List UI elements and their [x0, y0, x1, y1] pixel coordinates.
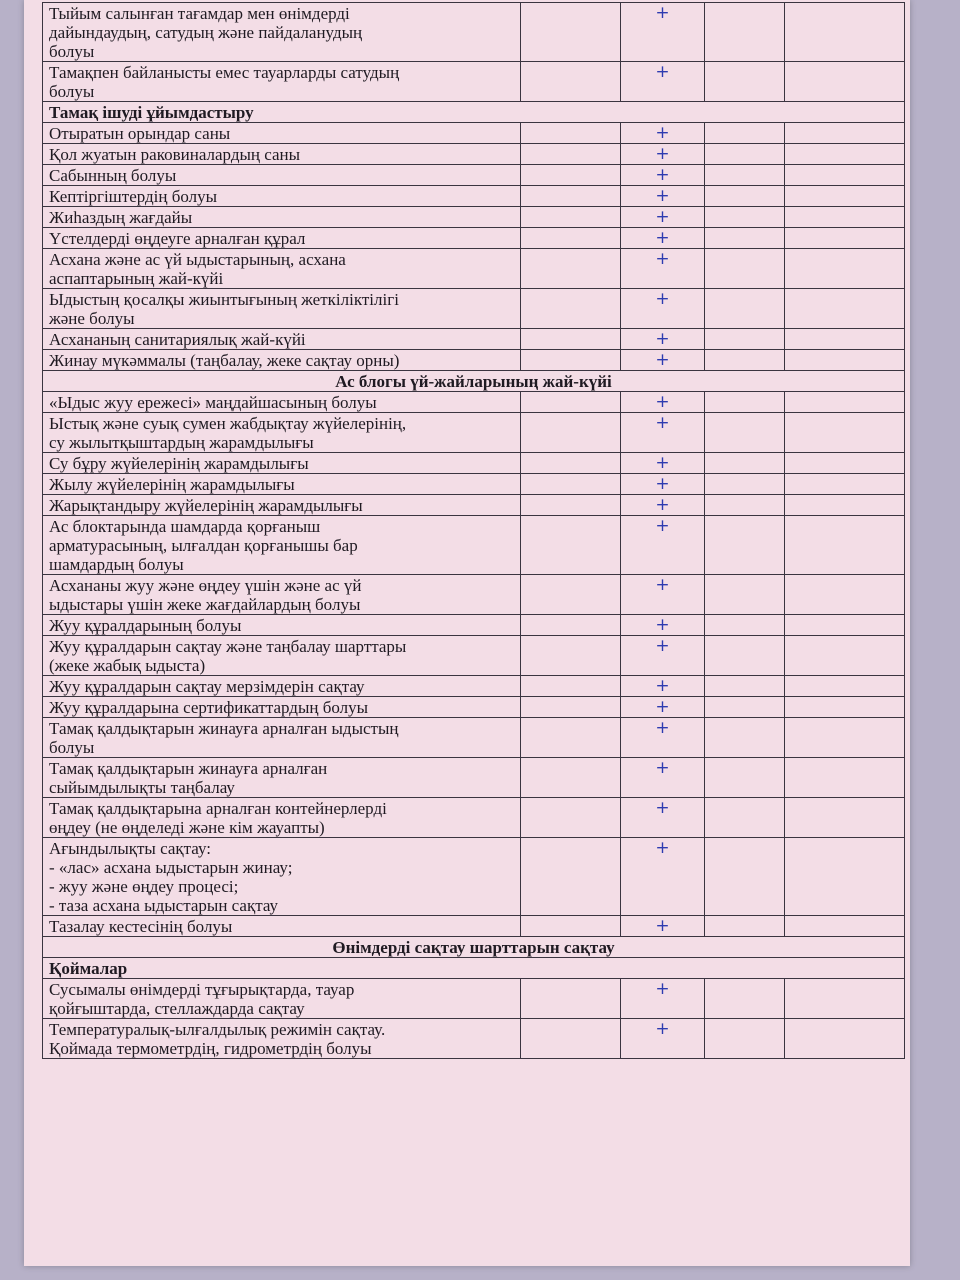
blank-cell [705, 207, 785, 228]
blank-cell [705, 615, 785, 636]
checklist-row [43, 392, 905, 413]
handwritten-check-mark: + [621, 186, 705, 207]
checklist-row [43, 123, 905, 144]
handwritten-check-mark: + [621, 979, 705, 1019]
blank-cell [521, 916, 621, 937]
subsection-title: Қоймалар [43, 958, 905, 979]
section-header-row [43, 937, 905, 958]
blank-cell [785, 516, 905, 575]
checklist-row [43, 516, 905, 575]
blank-cell [705, 676, 785, 697]
blank-cell [521, 676, 621, 697]
criterion-text: Жинау мүкәммалы (таңбалау, жеке сақтау орны) [43, 350, 521, 371]
blank-cell [521, 798, 621, 838]
checklist-row [43, 228, 905, 249]
blank-cell [521, 186, 621, 207]
blank-cell [785, 453, 905, 474]
checklist-row [43, 453, 905, 474]
blank-cell [521, 838, 621, 916]
handwritten-check-mark: + [621, 392, 705, 413]
handwritten-check-mark: + [621, 123, 705, 144]
checklist-row [43, 474, 905, 495]
handwritten-check-mark: + [621, 676, 705, 697]
blank-cell [785, 575, 905, 615]
handwritten-check-mark: + [621, 228, 705, 249]
checklist-row [43, 249, 905, 289]
blank-cell [521, 392, 621, 413]
criterion-text: Жуу құралдарын сақтау және таңбалау шарттары (жеке жабық ыдыста) [43, 636, 521, 676]
checklist-row [43, 165, 905, 186]
criterion-text: Сабынның болуы [43, 165, 521, 186]
criterion-text: Су бұру жүйелерінің жарамдылығы [43, 453, 521, 474]
blank-cell [705, 350, 785, 371]
blank-cell [521, 575, 621, 615]
handwritten-check-mark: + [621, 636, 705, 676]
criterion-text: Тамақ қалдықтарын жинауға арналған сыйымдылықты таңбалау [43, 758, 521, 798]
criterion-text: Тамақ қалдықтарына арналған контейнерлерді өңдеу (не өңделеді және кім жауапты) [43, 798, 521, 838]
blank-cell [521, 413, 621, 453]
checklist-row [43, 798, 905, 838]
criterion-text: Тыйым салынған тағамдар мен өнімдерді дайындаудың, сатудың және пайдаланудың болуы [43, 3, 521, 62]
blank-cell [521, 615, 621, 636]
blank-cell [521, 979, 621, 1019]
handwritten-check-mark: + [621, 474, 705, 495]
handwritten-check-mark: + [621, 697, 705, 718]
blank-cell [785, 249, 905, 289]
blank-cell [785, 289, 905, 329]
blank-cell [705, 228, 785, 249]
blank-cell [705, 289, 785, 329]
criterion-text: Отыратын орындар саны [43, 123, 521, 144]
section-header-row [43, 371, 905, 392]
blank-cell [705, 474, 785, 495]
checklist-row [43, 289, 905, 329]
blank-cell [705, 123, 785, 144]
blank-cell [785, 62, 905, 102]
blank-cell [705, 249, 785, 289]
blank-cell [785, 495, 905, 516]
criterion-text: Кептіргіштердің болуы [43, 186, 521, 207]
blank-cell [705, 1019, 785, 1059]
criterion-text: Ағындылықты сақтау: - «лас» асхана ыдыстарын жинау; - жуу және өңдеу процесі; - таза асхана ыдыстарын сақтау [43, 838, 521, 916]
criterion-text: Жылу жүйелерінің жарамдылығы [43, 474, 521, 495]
criterion-text: Жиһаздың жағдайы [43, 207, 521, 228]
handwritten-check-mark: + [621, 718, 705, 758]
handwritten-check-mark: + [621, 453, 705, 474]
blank-cell [785, 474, 905, 495]
blank-cell [705, 413, 785, 453]
checklist-row [43, 615, 905, 636]
blank-cell [785, 636, 905, 676]
checklist-row [43, 916, 905, 937]
blank-cell [785, 718, 905, 758]
blank-cell [705, 144, 785, 165]
subsection-title: Тамақ ішуді ұйымдастыру [43, 102, 905, 123]
blank-cell [521, 329, 621, 350]
checklist-row [43, 676, 905, 697]
checklist-row [43, 718, 905, 758]
checklist-row [43, 1019, 905, 1059]
checklist-page [24, 0, 910, 1266]
checklist-row [43, 186, 905, 207]
handwritten-check-mark: + [621, 289, 705, 329]
handwritten-check-mark: + [621, 916, 705, 937]
checklist-row [43, 329, 905, 350]
blank-cell [785, 207, 905, 228]
blank-cell [705, 697, 785, 718]
subsection-header-row [43, 102, 905, 123]
checklist-table [42, 2, 905, 1059]
blank-cell [785, 916, 905, 937]
blank-cell [521, 3, 621, 62]
blank-cell [705, 62, 785, 102]
criterion-text: Үстелдерді өңдеуге арналған құрал [43, 228, 521, 249]
blank-cell [785, 392, 905, 413]
blank-cell [705, 186, 785, 207]
checklist-row [43, 62, 905, 102]
criterion-text: Ас блоктарында шамдарда қорғаныш арматурасының, ылғалдан қорғанышы бар шамдардың болуы [43, 516, 521, 575]
section-title: Өнімдерді сақтау шарттарын сақтау [43, 937, 905, 958]
blank-cell [705, 329, 785, 350]
blank-cell [785, 979, 905, 1019]
criterion-text: Температуралық-ылғалдылық режимін сақтау. Қоймада термометрдің, гидрометрдің болуы [43, 1019, 521, 1059]
handwritten-check-mark: + [621, 413, 705, 453]
blank-cell [705, 575, 785, 615]
blank-cell [705, 495, 785, 516]
handwritten-check-mark: + [621, 1019, 705, 1059]
blank-cell [521, 636, 621, 676]
criterion-text: Тамақ қалдықтарын жинауға арналған ыдыстың болуы [43, 718, 521, 758]
blank-cell [785, 186, 905, 207]
checklist-row [43, 575, 905, 615]
blank-cell [785, 165, 905, 186]
blank-cell [521, 350, 621, 371]
criterion-text: Жарықтандыру жүйелерінің жарамдылығы [43, 495, 521, 516]
blank-cell [785, 676, 905, 697]
blank-cell [705, 916, 785, 937]
handwritten-check-mark: + [621, 329, 705, 350]
blank-cell [521, 697, 621, 718]
blank-cell [705, 979, 785, 1019]
checklist-row [43, 636, 905, 676]
subsection-header-row [43, 958, 905, 979]
handwritten-check-mark: + [621, 62, 705, 102]
criterion-text: Жуу құралдарының болуы [43, 615, 521, 636]
handwritten-check-mark: + [621, 758, 705, 798]
blank-cell [521, 165, 621, 186]
criterion-text: Асхананы жуу және өңдеу үшін және ас үй ыдыстары үшін жеке жағдайлардың болуы [43, 575, 521, 615]
blank-cell [705, 3, 785, 62]
blank-cell [705, 718, 785, 758]
blank-cell [521, 516, 621, 575]
blank-cell [521, 249, 621, 289]
checklist-row [43, 838, 905, 916]
criterion-text: Жуу құралдарына сертификаттардың болуы [43, 697, 521, 718]
handwritten-check-mark: + [621, 516, 705, 575]
blank-cell [705, 798, 785, 838]
blank-cell [521, 453, 621, 474]
criterion-text: Қол жуатын раковиналардың саны [43, 144, 521, 165]
blank-cell [785, 144, 905, 165]
handwritten-check-mark: + [621, 838, 705, 916]
criterion-text: Ыдыстың қосалқы жиынтығының жеткіліктілігі және болуы [43, 289, 521, 329]
handwritten-check-mark: + [621, 798, 705, 838]
checklist-row [43, 758, 905, 798]
criterion-text: Асхананың санитариялық жай-күйі [43, 329, 521, 350]
blank-cell [521, 207, 621, 228]
criterion-text: Тазалау кестесінің болуы [43, 916, 521, 937]
checklist-row [43, 207, 905, 228]
checklist-row [43, 979, 905, 1019]
blank-cell [785, 615, 905, 636]
blank-cell [521, 123, 621, 144]
checklist-row [43, 350, 905, 371]
blank-cell [521, 1019, 621, 1059]
handwritten-check-mark: + [621, 249, 705, 289]
blank-cell [705, 516, 785, 575]
blank-cell [785, 350, 905, 371]
blank-cell [785, 123, 905, 144]
blank-cell [785, 697, 905, 718]
checklist-body [43, 3, 905, 1059]
handwritten-check-mark: + [621, 3, 705, 62]
checklist-row [43, 144, 905, 165]
criterion-text: «Ыдыс жуу ережесі» маңдайшасының болуы [43, 392, 521, 413]
checklist-row [43, 697, 905, 718]
blank-cell [521, 228, 621, 249]
blank-cell [705, 392, 785, 413]
blank-cell [705, 165, 785, 186]
blank-cell [705, 838, 785, 916]
handwritten-check-mark: + [621, 207, 705, 228]
blank-cell [785, 413, 905, 453]
criterion-text: Тамақпен байланысты емес тауарларды сатудың болуы [43, 62, 521, 102]
handwritten-check-mark: + [621, 350, 705, 371]
handwritten-check-mark: + [621, 495, 705, 516]
criterion-text: Ыстық және суық сумен жабдықтау жүйелерінің, су жылытқыштардың жарамдылығы [43, 413, 521, 453]
blank-cell [785, 1019, 905, 1059]
blank-cell [521, 474, 621, 495]
criterion-text: Асхана және ас үй ыдыстарының, асхана аспаптарының жай-күйі [43, 249, 521, 289]
blank-cell [521, 144, 621, 165]
criterion-text: Жуу құралдарын сақтау мерзімдерін сақтау [43, 676, 521, 697]
blank-cell [705, 636, 785, 676]
blank-cell [785, 798, 905, 838]
blank-cell [785, 758, 905, 798]
blank-cell [785, 329, 905, 350]
blank-cell [705, 758, 785, 798]
blank-cell [785, 3, 905, 62]
blank-cell [785, 838, 905, 916]
handwritten-check-mark: + [621, 165, 705, 186]
handwritten-check-mark: + [621, 144, 705, 165]
handwritten-check-mark: + [621, 575, 705, 615]
blank-cell [521, 62, 621, 102]
blank-cell [705, 453, 785, 474]
blank-cell [785, 228, 905, 249]
section-title: Ас блогы үй-жайларының жай-күйі [43, 371, 905, 392]
blank-cell [521, 718, 621, 758]
checklist-row [43, 3, 905, 62]
blank-cell [521, 289, 621, 329]
blank-cell [521, 495, 621, 516]
criterion-text: Сусымалы өнімдерді тұғырықтарда, тауар қойғыштарда, стеллаждарда сақтау [43, 979, 521, 1019]
checklist-row [43, 413, 905, 453]
blank-cell [521, 758, 621, 798]
checklist-row [43, 495, 905, 516]
handwritten-check-mark: + [621, 615, 705, 636]
